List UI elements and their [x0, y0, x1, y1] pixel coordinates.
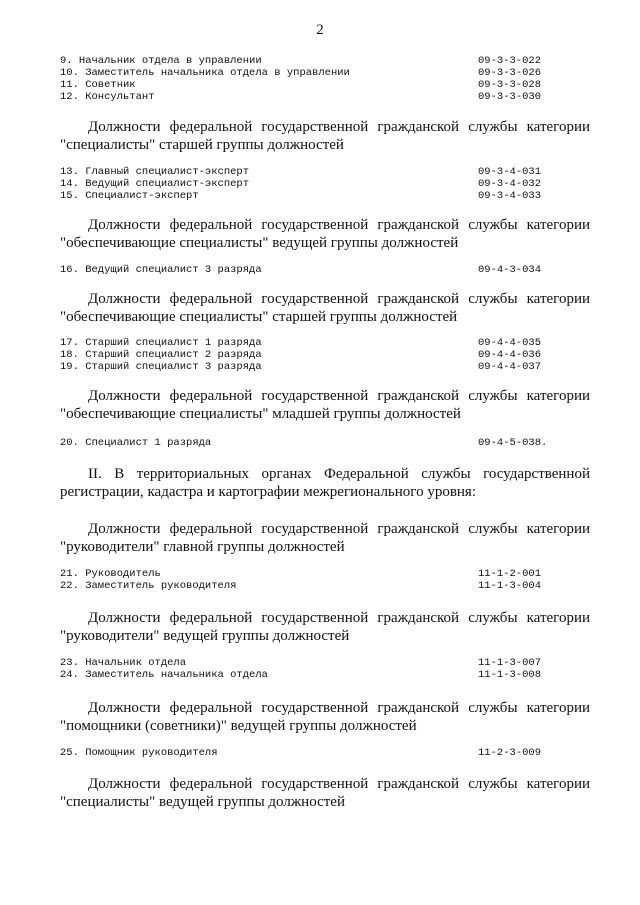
section-heading: Должности федеральной государственной гражданской службы категории "специалисты" ведущей группы должностей [60, 776, 590, 810]
list-item [60, 580, 580, 592]
section-heading: Должности федеральной государственной гражданской службы категории "руководители" ведущей группы должностей [60, 610, 590, 644]
position-title: 22. Заместитель руководителя [60, 580, 237, 592]
position-title: 18. Старший специалист 2 разряда [60, 349, 262, 361]
position-title: 16. Ведущий специалист 3 разряда [60, 264, 262, 276]
position-title: 21. Руководитель [60, 568, 161, 580]
position-code: 11-1-3-007 [478, 657, 542, 669]
position-title: 11. Советник [60, 79, 136, 91]
list-item [60, 568, 580, 580]
list-item [60, 264, 580, 276]
position-code: 09-3-3-022 [478, 55, 542, 67]
list-item [60, 190, 580, 202]
list-item [60, 361, 580, 373]
position-title: 20. Специалист 1 разряда [60, 437, 212, 449]
section-heading-territorial: II. В территориальных органах Федеральной службы государственной регистрации, кадастра и картографии межрегионального уровня: [60, 466, 590, 500]
position-code: 09-4-4-035 [478, 337, 542, 349]
list-item [60, 91, 580, 103]
position-title: 13. Главный специалист-эксперт [60, 166, 250, 178]
list-item [60, 166, 580, 178]
position-code: 11-1-3-004 [478, 580, 542, 592]
section-heading: Должности федеральной государственной гражданской службы категории "обеспечивающие специалисты" младшей группы должностей [60, 388, 590, 422]
position-code: 09-3-4-033 [478, 190, 542, 202]
position-title: 14. Ведущий специалист-эксперт [60, 178, 250, 190]
section-heading: Должности федеральной государственной гражданской службы категории "специалисты" старшей группы должностей [60, 119, 590, 153]
section-heading: Должности федеральной государственной гражданской службы категории "руководители" главной группы должностей [60, 521, 590, 555]
position-code: 11-1-3-008 [478, 669, 542, 681]
position-code: 09-3-3-030 [478, 91, 542, 103]
list-item [60, 67, 580, 79]
position-code: 09-3-3-026 [478, 67, 542, 79]
page-number: 2 [316, 22, 324, 38]
position-code: 11-1-2-001 [478, 568, 542, 580]
position-code: 11-2-3-009 [478, 747, 542, 759]
list-item [60, 747, 580, 759]
position-title: 12. Консультант [60, 91, 155, 103]
position-title: 23. Начальник отдела [60, 657, 187, 669]
list-item [60, 669, 580, 681]
position-title: 19. Старший специалист 3 разряда [60, 361, 262, 373]
position-title: 25. Помощник руководителя [60, 747, 218, 759]
position-code: 09-3-4-032 [478, 178, 542, 190]
list-item [60, 178, 580, 190]
position-code: 09-4-4-036 [478, 349, 542, 361]
position-title: 24. Заместитель начальника отдела [60, 669, 268, 681]
position-code: 09-3-3-028 [478, 79, 542, 91]
position-code: 09-3-4-031 [478, 166, 542, 178]
position-code: 09-4-3-034 [478, 264, 542, 276]
position-title: 15. Специалист-эксперт [60, 190, 199, 202]
list-item [60, 55, 580, 67]
list-item [60, 349, 580, 361]
position-title: 10. Заместитель начальника отдела в управлении [60, 67, 350, 79]
position-code: 09-4-4-037 [478, 361, 542, 373]
position-title: 17. Старший специалист 1 разряда [60, 337, 262, 349]
list-item [60, 79, 580, 91]
list-item [60, 337, 580, 349]
position-title: 9. Начальник отдела в управлении [60, 55, 262, 67]
list-item [60, 657, 580, 669]
section-heading: Должности федеральной государственной гражданской службы категории "обеспечивающие специалисты" ведущей группы должностей [60, 217, 590, 251]
list-item [60, 437, 580, 449]
section-heading: Должности федеральной государственной гражданской службы категории "обеспечивающие специалисты" старшей группы должностей [60, 291, 590, 325]
section-heading: Должности федеральной государственной гражданской службы категории "помощники (советники)" ведущей группы должностей [60, 700, 590, 734]
position-code: 09-4-5-038. [478, 437, 548, 449]
